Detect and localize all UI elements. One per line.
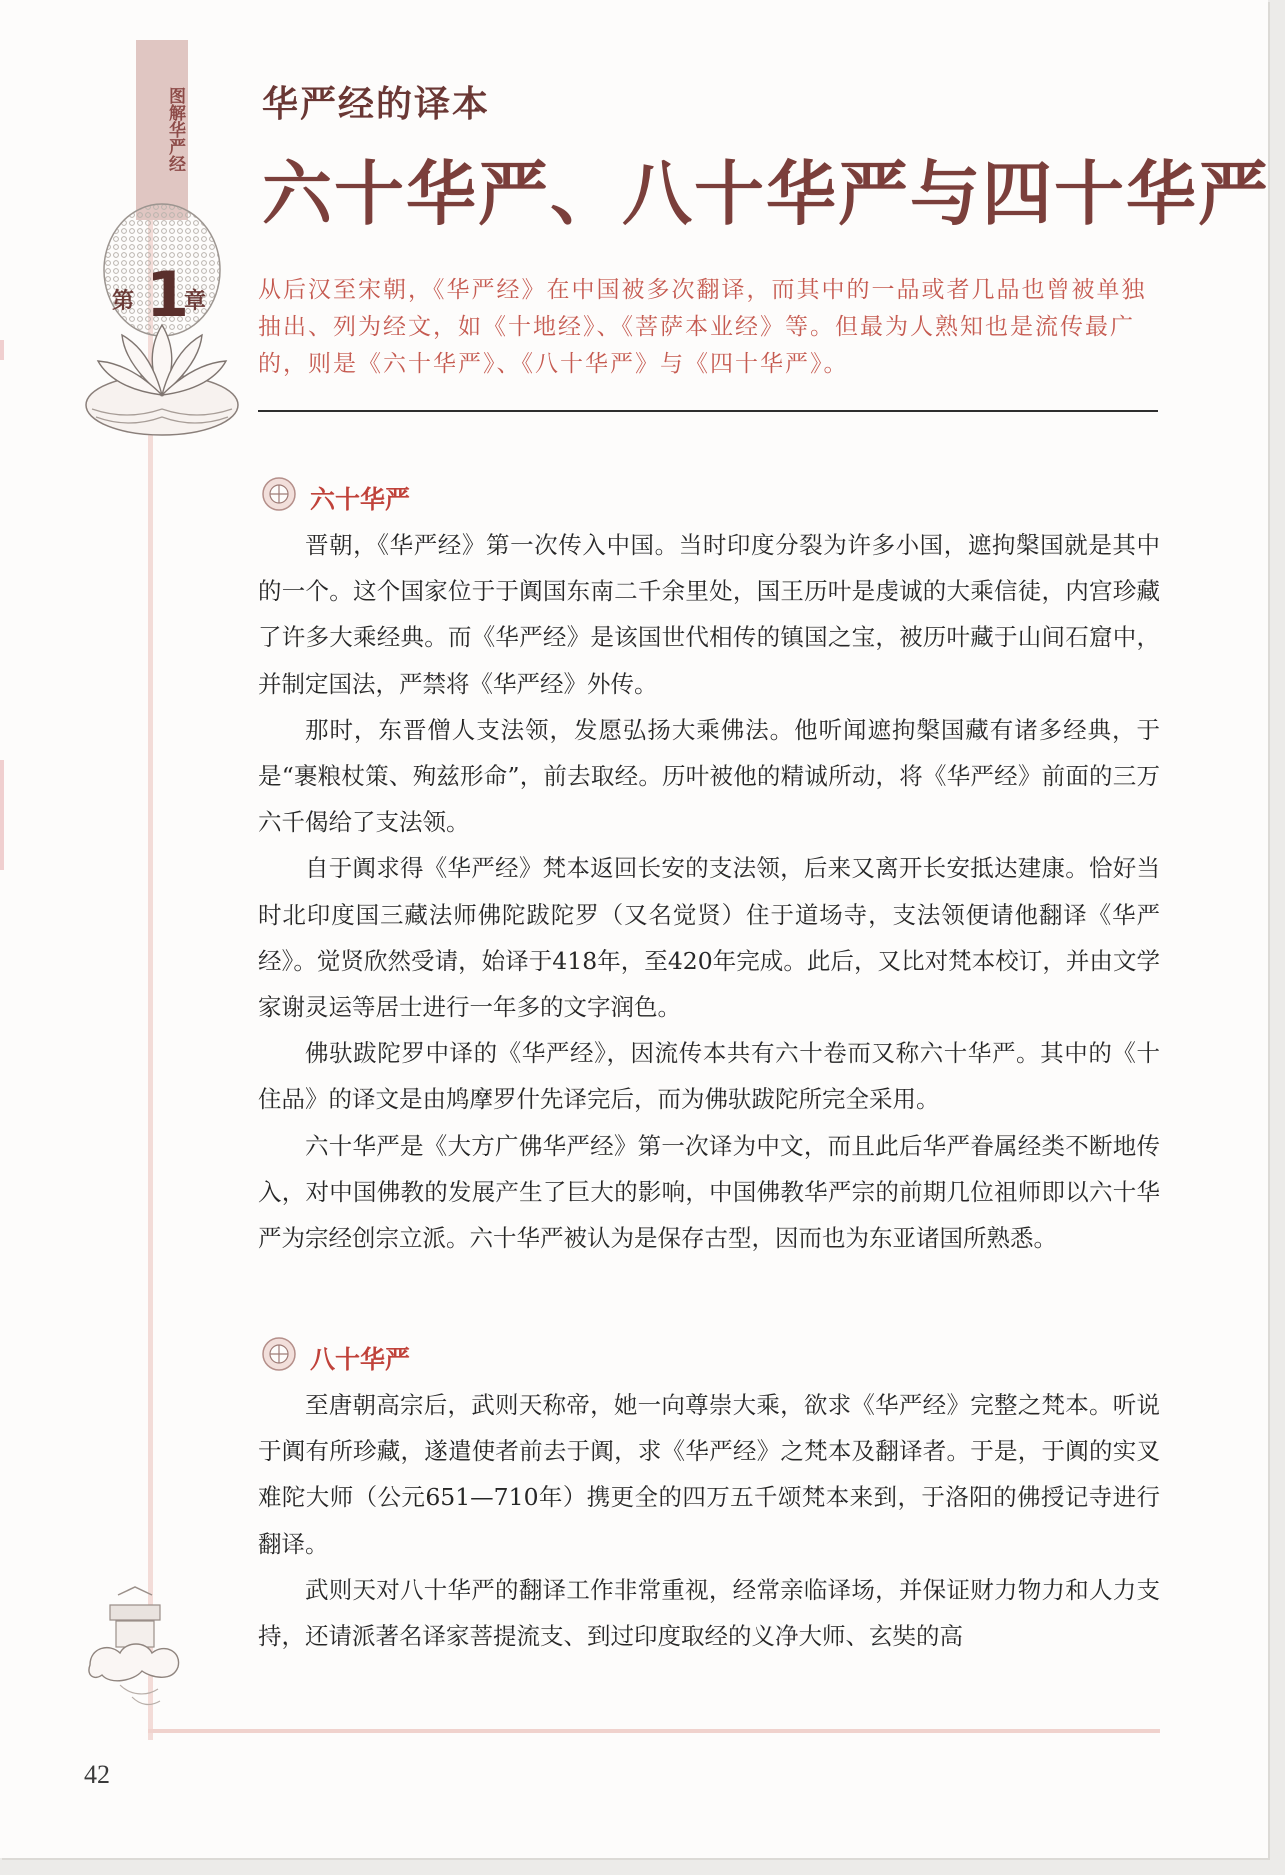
section-body <box>258 1382 1160 1659</box>
side-tab-text: 图解华严经 <box>165 86 185 172</box>
page-subtitle: 华严经的译本 <box>262 84 491 125</box>
paragraph: 那时，东晋僧人支法领，发愿弘扬大乘佛法。他听闻遮拘槃国藏有诸多经典，于是“裹粮杖策、殉兹形命”，前去取经。历叶被他的精诚所动，将《华严经》前面的三万六千偈给了支法领。 <box>258 715 1160 837</box>
section-title: 六十华严 <box>310 485 411 514</box>
intro-text: 从后汉至宋朝，《华严经》在中国被多次翻译，而其中的一品或者几品也曾被单独抽出、列为经文，如《十地经》、《菩萨本业经》等。但最为人熟知也是流传最广的，则是《六十华严》、《八十华严》与《四十华严》。 <box>258 277 1147 377</box>
page-title: 六十华严、八十华严与四十华严 <box>262 152 1270 235</box>
dharma-wheel-icon <box>258 1336 300 1372</box>
chapter-suffix: 章 <box>184 289 207 314</box>
cloud-ornament-icon <box>80 1585 190 1715</box>
paragraph: 晋朝，《华严经》第一次传入中国。当时印度分裂为许多小国，遮拘槃国就是其中的一个。这个国家位于于阗国东南二千余里处，国王历叶是虔诚的大乘信徒，内宫珍藏了许多大乘经典。而《华严经》是该国世代相传的镇国之宝，被历叶藏于山间石窟中，并制定国法，严禁将《华严经》外传。 <box>258 531 1160 698</box>
paragraph: 佛驮跋陀罗中译的《华严经》，因流传本共有六十卷而又称六十华严。其中的《十住品》的译文是由鸠摩罗什先译完后，而为佛驮跋陀所完全采用。 <box>258 1039 1160 1114</box>
paragraph: 六十华严是《大方广佛华严经》第一次译为中文，而且此后华严眷属经类不断地传入，对中国佛教的发展产生了巨大的影响，中国佛教华严宗的前期几位祖师即以六十华严为宗经创宗立派。六十华严被认为是保存古型，因而也为东亚诸国所熟悉。 <box>258 1131 1160 1253</box>
paragraph: 武则天对八十华严的翻译工作非常重视，经常亲临译场，并保证财力物力和人力支持，还请派著名译家菩提流支、到过印度取经的义净大师、玄奘的高 <box>258 1575 1160 1651</box>
footer-rule <box>148 1729 1160 1733</box>
dharma-wheel-icon <box>258 476 300 512</box>
side-tab <box>136 40 188 220</box>
chapter-badge <box>94 258 244 331</box>
side-decorative-line <box>148 220 153 1740</box>
page-number: 42 <box>84 1760 110 1789</box>
chapter-number: 1 <box>146 258 190 331</box>
paragraph: 至唐朝高宗后，武则天称帝，她一向尊崇大乘，欲求《华严经》完整之梵本。听说于阗有所珍藏，遂遣使者前去于阗，求《华严经》之梵本及翻译者。于是，于阗的实叉难陀大师（公元651—710年）携更全的四万五千颂梵本来到，于洛阳的佛授记寺进行翻译。 <box>258 1391 1160 1558</box>
chapter-prefix: 第 <box>112 289 135 314</box>
paragraph: 自于阗求得《华严经》梵本返回长安的支法领，后来又离开长安抵达建康。恰好当时北印度国三藏法师佛陀跋陀罗（又名觉贤）住于道场寺，支法领便请他翻译《华严经》。觉贤欣然受请，始译于418年，至420年完成。此后，又比对梵本校订，并由文学家谢灵运等居士进行一年多的文字润色。 <box>258 854 1160 1022</box>
divider <box>258 410 1158 412</box>
page-edge-mark <box>0 760 4 870</box>
page-edge-mark <box>0 340 4 360</box>
section-body <box>258 522 1160 1261</box>
section-title: 八十华严 <box>310 1345 411 1374</box>
